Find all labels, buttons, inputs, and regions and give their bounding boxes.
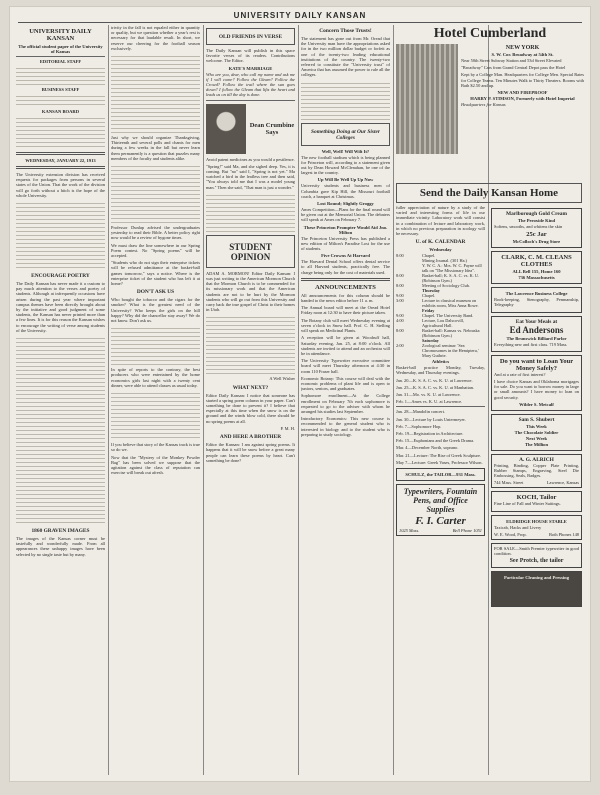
date-item: Feb. 19—Registration in Architecture.: [396, 431, 464, 437]
column-calendar: [396, 205, 485, 775]
staff-list: [16, 65, 105, 85]
news-body: Ames Competition—Plans for the final round will be given out at the Memorial Union. The debaters will speak at Ames on February 7.: [301, 207, 390, 223]
calendar-entry: 8:00 Chapel.: [396, 253, 436, 259]
column-ads: [491, 205, 582, 775]
koch-tailor-ad: KOCH, Tailor Fine Line of Fall and Winter Suitings.: [491, 491, 582, 511]
paragraph-text: [111, 390, 200, 440]
calendar-entry: Mining Journal. (301 Ha.): [422, 258, 467, 264]
date-item: Jan. 30—Lecture by Louis Untermeyer.: [396, 416, 466, 422]
issue-date: WEDNESDAY, JANUARY 22, 1913: [25, 158, 96, 163]
typewriter-sale-ad: FOR SALE—Smith Premier typewriter in good condition. See Protch, the tailor: [491, 543, 582, 568]
hotel-foot: Headquarters for Kansas: [461, 102, 506, 108]
masthead: UNIVERSITY DAILY KANSAN: [233, 11, 367, 20]
paragraph: trivity in the fall is not equaled either in quantity or quality, but we question whether a year's rest is necessary for that laudable result. In short, we reserve our cheering for the football season exclusively.: [111, 25, 200, 51]
calendar-day: Saturday: [422, 338, 439, 344]
masthead-rule: [18, 22, 582, 23]
eldridge-stable-ad: ELDRIDGE HOUSE STABLE Taxicab, Hacks and Livery W. E. Wood, Prop. Both Phones 148: [491, 515, 582, 540]
alrich-printing-ad: A. G. ALRICH Printing, Binding, Copper Plate Printing, Rubber Stamps, Engraving, Steel Die Embossing, Seals, Badges. 744 Mass. Street Lawrence, Kansas: [491, 454, 582, 489]
hotel-name: Hotel Cumberland: [433, 26, 547, 41]
calendar-entry: 3:00 Lecture in classical museum on exhibits room, Miss Anna Rowe.: [396, 298, 479, 309]
send-kansan-banner: [396, 183, 582, 203]
graven-images-heading: 1860 GRAVEN IMAGES: [31, 528, 90, 535]
poem-body: Who are you, dear, who call my name and ask me if I will come? Follow the Gleam? Follow the Crowd? Follow the trail where the sun goes down? I follow the Gleam that lifts the heart and leads us on till the day is done.: [206, 71, 295, 98]
news-body: University students and business men of Columbia gave Kip Hill, the Missouri football coach, a banquet at Christmas.: [301, 183, 390, 199]
calendar-day: Friday: [422, 308, 435, 314]
column-divider: [108, 25, 109, 775]
column-editorial-2: [111, 25, 200, 775]
news-heading: Five Crowns At Harvard: [321, 253, 370, 259]
encourage-poetry-heading: ENCOURAGE POETRY: [31, 273, 90, 280]
hotel-building-image: [396, 44, 458, 154]
paragraph-text: [111, 163, 200, 223]
paragraph-text: [111, 325, 200, 365]
course-description: fuller appreciation of nature by a study of the varied and interesting forms of life in our immediate vicinity. Laboratory work will consist in a combination of lecture and laboratory work, in which no previous preparation in zoology will be necessary.: [396, 205, 485, 237]
news-body: The new football stadium which is being planned for Princeton will, according to a statement given out by Dean Howard McClenahan, be one of the largest in the country.: [301, 154, 390, 176]
calendar-entry: 9:00 Chapel. The University Band.: [396, 313, 474, 319]
athletics-item: Feb. 1—Ames vs. K. U. at Lawrence.: [396, 399, 463, 405]
marlborough-ad: Marlborough Gold Cream The Peroxide Kind Softens, smooths, and whitens the skin 25c Jar McColloch's Drug Store: [491, 208, 582, 248]
dean-portrait-image: [206, 104, 246, 154]
brother-body: Editor the Kansan: I am against spring poems. It happens that it will be snow before a great many people can learn these poems by heart. Can't something be done?: [206, 442, 295, 463]
announcement-item: The University Typewriter executive committee board will meet Thursday afternoon at 4:30 in room 110 Fraser hall.: [301, 358, 390, 374]
announcement-item: The Botany club will meet Wednesday evening at seven o'clock in Snow hall. Prof. C. H. Stelling will speak on Medicinal Plants.: [301, 317, 390, 334]
hotel-near: Near 50th Street Subway Station and 53d Street Elevated: [461, 58, 562, 63]
editorial-staff-heading: EDITORIAL STAFF: [39, 59, 82, 64]
column-divider: [393, 25, 394, 775]
column-features: [206, 25, 295, 775]
newspaper-page: [10, 7, 590, 781]
column-divider: [203, 25, 204, 775]
paragraph-text: [301, 80, 390, 120]
cartoon-block: [206, 104, 295, 154]
trusts-body: The statement has gone out from Mr. Oread that the University man have the appropriations asked for in the two million dollar budget or forfeit as one of the twenty-two leading educational institutions of the country. The twenty-two referred to constitute the "University trust" of America that has assumed the power to rule all the colleges.: [301, 36, 390, 78]
hotel-cumberland-ad: [396, 25, 584, 183]
announcement-item: The Annual board will meet at the Oread Hotel Friday noon at 12:30 to have their picture taken.: [301, 305, 390, 316]
old-friends-box: [206, 28, 295, 45]
column-divider: [298, 25, 299, 775]
business-college-ad: The Lawrence Business College Book-keeping, Stenography, Penmanship, Telegraphy: [491, 287, 582, 312]
paragraph-text: [206, 314, 295, 374]
student-opinion-banner: [206, 235, 295, 268]
paragraph: Professor Dunlap advised the undergraduates yesterday to read their Bible. A better policy right now would be a review of bygone times.: [111, 225, 200, 241]
loan-money-ad: Do you want to Loan Your Money Safely? And at a rate of first interest? I have choice Kansas and Oklahoma mortgages for sale. Do you want to borrow money in large or small amounts? I have money to loan on good security. Wilder S. Metcalf: [491, 355, 582, 411]
send-kansan-title: Send the Daily Kansan Home: [419, 187, 559, 199]
spring-paragraph: "Spring!" said Ma, and she sighed deep. Yes, it is coming. But "no" said I, "Spring is not yet." Ma watched a bird in the leafless tree and then said, "You always told me that I was a model young man." Then she said, "That man is just a wonder.": [206, 163, 295, 190]
date-item: May 7—Lecture: Greek Vases, Professor Wilson.: [396, 459, 483, 465]
official-paper-line: The official student paper of the University of Kansas: [18, 44, 103, 54]
editorial-paragraph: The University extension division has received requests for packages from persons in several states of the Union. That the work of the division will go forth without a hitch is the hope of the whole University.: [16, 172, 105, 198]
date-item: Mar. 21—Lecture: The Rise of Greek Sculpture.: [396, 452, 482, 458]
calendar-entry: 2:00 Zoological seminar: 'Sea Chromosomes in the Hemiptera,' Mary Guthrie.: [396, 343, 479, 359]
announcements-intro: All announcements for this column should be handed to the news editor before 11 a. m.: [301, 292, 390, 304]
ed-andersons-ad: Eat Your Meals at Ed Andersons The Brunswick Billiard Parlor Everything new and first class. 719 Mass.: [491, 316, 582, 352]
dean-crumbine-caption: Dean Crumbine Says: [249, 122, 295, 137]
letter-signature: A Well Wisher: [269, 376, 295, 382]
calendar-heading: U. of K. CALENDAR: [415, 239, 466, 246]
opinion-letter: ADAM A. MORMON! Editor Daily Kansan: I was just writing to the American Mormon Church that the Mormon Church is to be commended for its missionary work and that the American students are not to be hurt by the Mormon students who will go out from this University and carry back the true gospel of Christ to their homes in Utah.: [206, 270, 295, 313]
news-heading: Well, Well! Will Wilt It?: [321, 148, 370, 154]
announcement-item: Introductory Economics: This new course is recommended to the general student who is interested in biology and to the student who is preparing to study sociology.: [301, 416, 390, 437]
athletics-item: Jan. 31—Mo. vs. K. U. at Lawrence.: [396, 392, 461, 398]
paragraph: If you believe that story of the Kansas track is true so do we.: [111, 442, 200, 453]
hotel-tag: NEW AND FIREPROOF: [497, 90, 548, 96]
typewriter-ad: [396, 484, 485, 536]
athletics-item: Basket-ball practice Monday, Tuesday, Wednesday, and Thursday evenings.: [396, 365, 485, 376]
news-body: The Princeton University Press has published a new edition of Milton's Paradise Lost for the use of students.: [301, 235, 390, 252]
paragraph-text: [206, 192, 295, 232]
dont-ask-us-heading: DON'T ASK US: [136, 289, 175, 296]
carter-name: F. I. Carter: [415, 515, 466, 528]
sister-colleges-title: Something Doing at Our Sister Colleges: [311, 128, 380, 141]
shubert-ad: Sam S. Shubert This Week The Chocolate Soldier Next Week The Million: [491, 414, 582, 451]
athletics-heading: Athletics: [431, 359, 450, 365]
announcement-item: Sophomore enrollment—At the College enrollment on February 7th each sophomore is requested to go to the adviser with whom he arranged his studies last September.: [301, 393, 390, 414]
news-heading: Up Will Be Well Up Up Now: [317, 177, 374, 183]
calendar-day: Thursday: [422, 288, 440, 294]
calendar-entry: Y. W. C. A.: Mrs. W. C. Payne will talk on "The Missionary Idea".: [422, 263, 482, 274]
editorial-text: [16, 200, 105, 270]
business-staff-heading: BUSINESS STAFF: [41, 87, 80, 92]
typewriter-heading: Typewriters, Fountain Pens, and Office Supplies: [403, 487, 478, 515]
brother-heading: AND HERE A BROTHER: [219, 434, 282, 441]
encourage-poetry-body: The Daily Kansan has never made it a custom to pay much attention to the verses and poetry of students. Although at infrequently occasions have arisen during the past year where important campus themes have been directly brought about by the initiative and good judgment of some students, the Kansan has never printed more than a few lines. It is for this reason the Kansan wishes to encourage the writing of verse among students of the University.: [16, 281, 105, 333]
paragraph: Just why we should organize Thanksgiving, Thirteenth and several polls and chants for men during a few weeks in the fall but never learn them permanently is a question that puzzles many members of the faculty and students alike.: [111, 135, 200, 161]
calendar-entry: 8:00 Basket-ball; K. S. A. C. vs. K. U. (Robinson Gym.): [396, 273, 480, 284]
hotel-owner: HARRY P. STIMSON, Formerly with Hotel Imperial: [470, 96, 575, 102]
what-next-heading: WHAT NEXT?: [232, 384, 269, 391]
trusts-heading: Concern Those Trusts!: [319, 28, 372, 34]
calendar-entry: 9:00 Chapel.: [396, 293, 436, 299]
business-list: [16, 93, 105, 107]
kansan-board-heading: KANSAN BOARD: [41, 109, 80, 114]
sister-colleges-box: [301, 123, 390, 146]
calendar-day: Wednesday: [429, 247, 452, 253]
paragraph: "Students who do not sign their enterprise tickets will be refused admittance at the basket-ball games tomorrow," says a notice. Where is the enterprise ticket of the student who has left it at home?: [111, 260, 200, 287]
carter-phone: Bell Phone 1051: [452, 528, 482, 534]
nameplate: UNIVERSITY DAILY KANSAN: [29, 28, 92, 42]
news-heading: These Princeton Prompter Would Aid Jno. Milton: [303, 224, 388, 235]
dean-crumbine-body: Avoid patent medicines as you would a pestilence.: [206, 156, 295, 162]
athletics-item: Jan. 25—K. S. A. C. vs. K. U. at Manhattan.: [396, 384, 475, 390]
date-item: Feb. 7—Sophomore Hop.: [396, 423, 442, 429]
athletics-item: Jan. 20—K. S. A. C. vs. K. U. at Lawrence.: [396, 377, 473, 383]
paragraph-text: [111, 53, 200, 133]
news-body: The Harvard Dental School offers dental service to all Harvard students, practically free. The charge being only for the cost of materials used.: [301, 259, 390, 275]
hotel-ad-body: [396, 44, 584, 154]
dont-ask-us-body: Who bought the tobacco and the cigars for the smoker? What is the greatest need of the University? Who keeps the girls on the hill happy? Why did the chancellor stay away? We do not know. Don't ask us.: [111, 297, 200, 324]
board-list: [16, 115, 105, 149]
date-item: Mar. 4—December North, soprano.: [396, 445, 459, 451]
hotel-city: NEW YORK: [505, 45, 540, 51]
paragraph: We must draw the line somewhere in our Spring Poem contest. No "Spring poems" will be accepted.: [111, 242, 200, 259]
what-next-body: Editor Daily Kansan: I notice that someone has started a spring poem column in your paper. Can't something be done to prevent it? I believe that especially at this time when the snow is on the ground and the winds blow cold, there should be no spring poems at all.: [206, 392, 295, 424]
cleaning-pressing-ad: Particular Cleaning and Pressing: [491, 571, 582, 607]
hotel-address: S. W. Cor. Broadway at 54th St.: [491, 52, 554, 57]
student-opinion-title: STUDENT OPINION: [229, 241, 272, 262]
news-heading: Lost Round; Slightly Groggy: [317, 201, 374, 207]
verse-intro: The Daily Kansan will publish in this space favorite verses of its readers. Contributions welcome. The Editor.: [206, 48, 295, 64]
calendar-entry: 4:00 Lecture, Lou Dalscovill, Agricultural Hall.: [396, 318, 464, 329]
clark-cleaner-ad: CLARK, C. M. CLEANS CLOTHES ALL Bell 155, Home 160 736 Massachusetts: [491, 251, 582, 284]
calendar-list: [396, 253, 485, 358]
announcements-heading: ANNOUNCEMENTS: [315, 283, 376, 291]
graven-images-body: The images of the Kansas corner must be tastefully and wonderfully made. From all appearances these unhappy images have been selected by no single taste but by many.: [16, 536, 105, 557]
hotel-cars: "Broadway" Cars from Grand Central Depot pass the Hotel: [461, 65, 566, 71]
letter-signature: P. M. H.: [280, 425, 295, 431]
carter-address: 1025 Mass.: [399, 528, 420, 534]
date-item: Jan. 28—Mandolin concert.: [396, 409, 446, 415]
column-editorial: [16, 25, 105, 775]
old-friends-heading: OLD FRIENDS IN VERSE: [218, 34, 283, 40]
calendar-entry: 8:00 Meeting of Sociology Club.: [396, 283, 470, 289]
poem-title: KATE'S MARRIAGE: [228, 65, 273, 71]
paragraph: In spite of reports to the contrary, the best producers who were entertained by the home economics girls last night with a twenty cent dinner, were able to attend classes as usual today.: [111, 367, 200, 388]
announcement-item: A reception will be given at Woodruff hall, Saturday evening, Jan. 25, at 8:00 o'clock. All students are invited to attend and an orchestra will be in attendance.: [301, 335, 390, 356]
paragraph: Now that the "Mystery of the Monkey Powder Bag" has been solved we suppose that the agitation against the class of reputation can exercise will break out afresh.: [111, 454, 200, 476]
schulz-tailor-ad: SCHULZ, the TAILOR—931 Mass.: [396, 468, 485, 481]
encourage-poetry-text: [16, 335, 105, 525]
column-news: [301, 25, 390, 775]
calendar-entry: 8:00 Basket-ball: Kansas vs. Nebraska (Robinson Gym.): [396, 328, 480, 339]
announcement-item: Economic Botany: This course will deal with the economic problems of plant life and is open to juniors, seniors, and graduates.: [301, 375, 390, 392]
date-item: Feb. 15—Euphonians and the Greek Drama.: [396, 438, 475, 444]
hotel-description: Kept by a College Man. Headquarters for College Men. Special Rates for College Teams. Ten Minutes Walk to Thirty Theaters. Rooms with Bath $2.50 and up.: [461, 72, 584, 88]
